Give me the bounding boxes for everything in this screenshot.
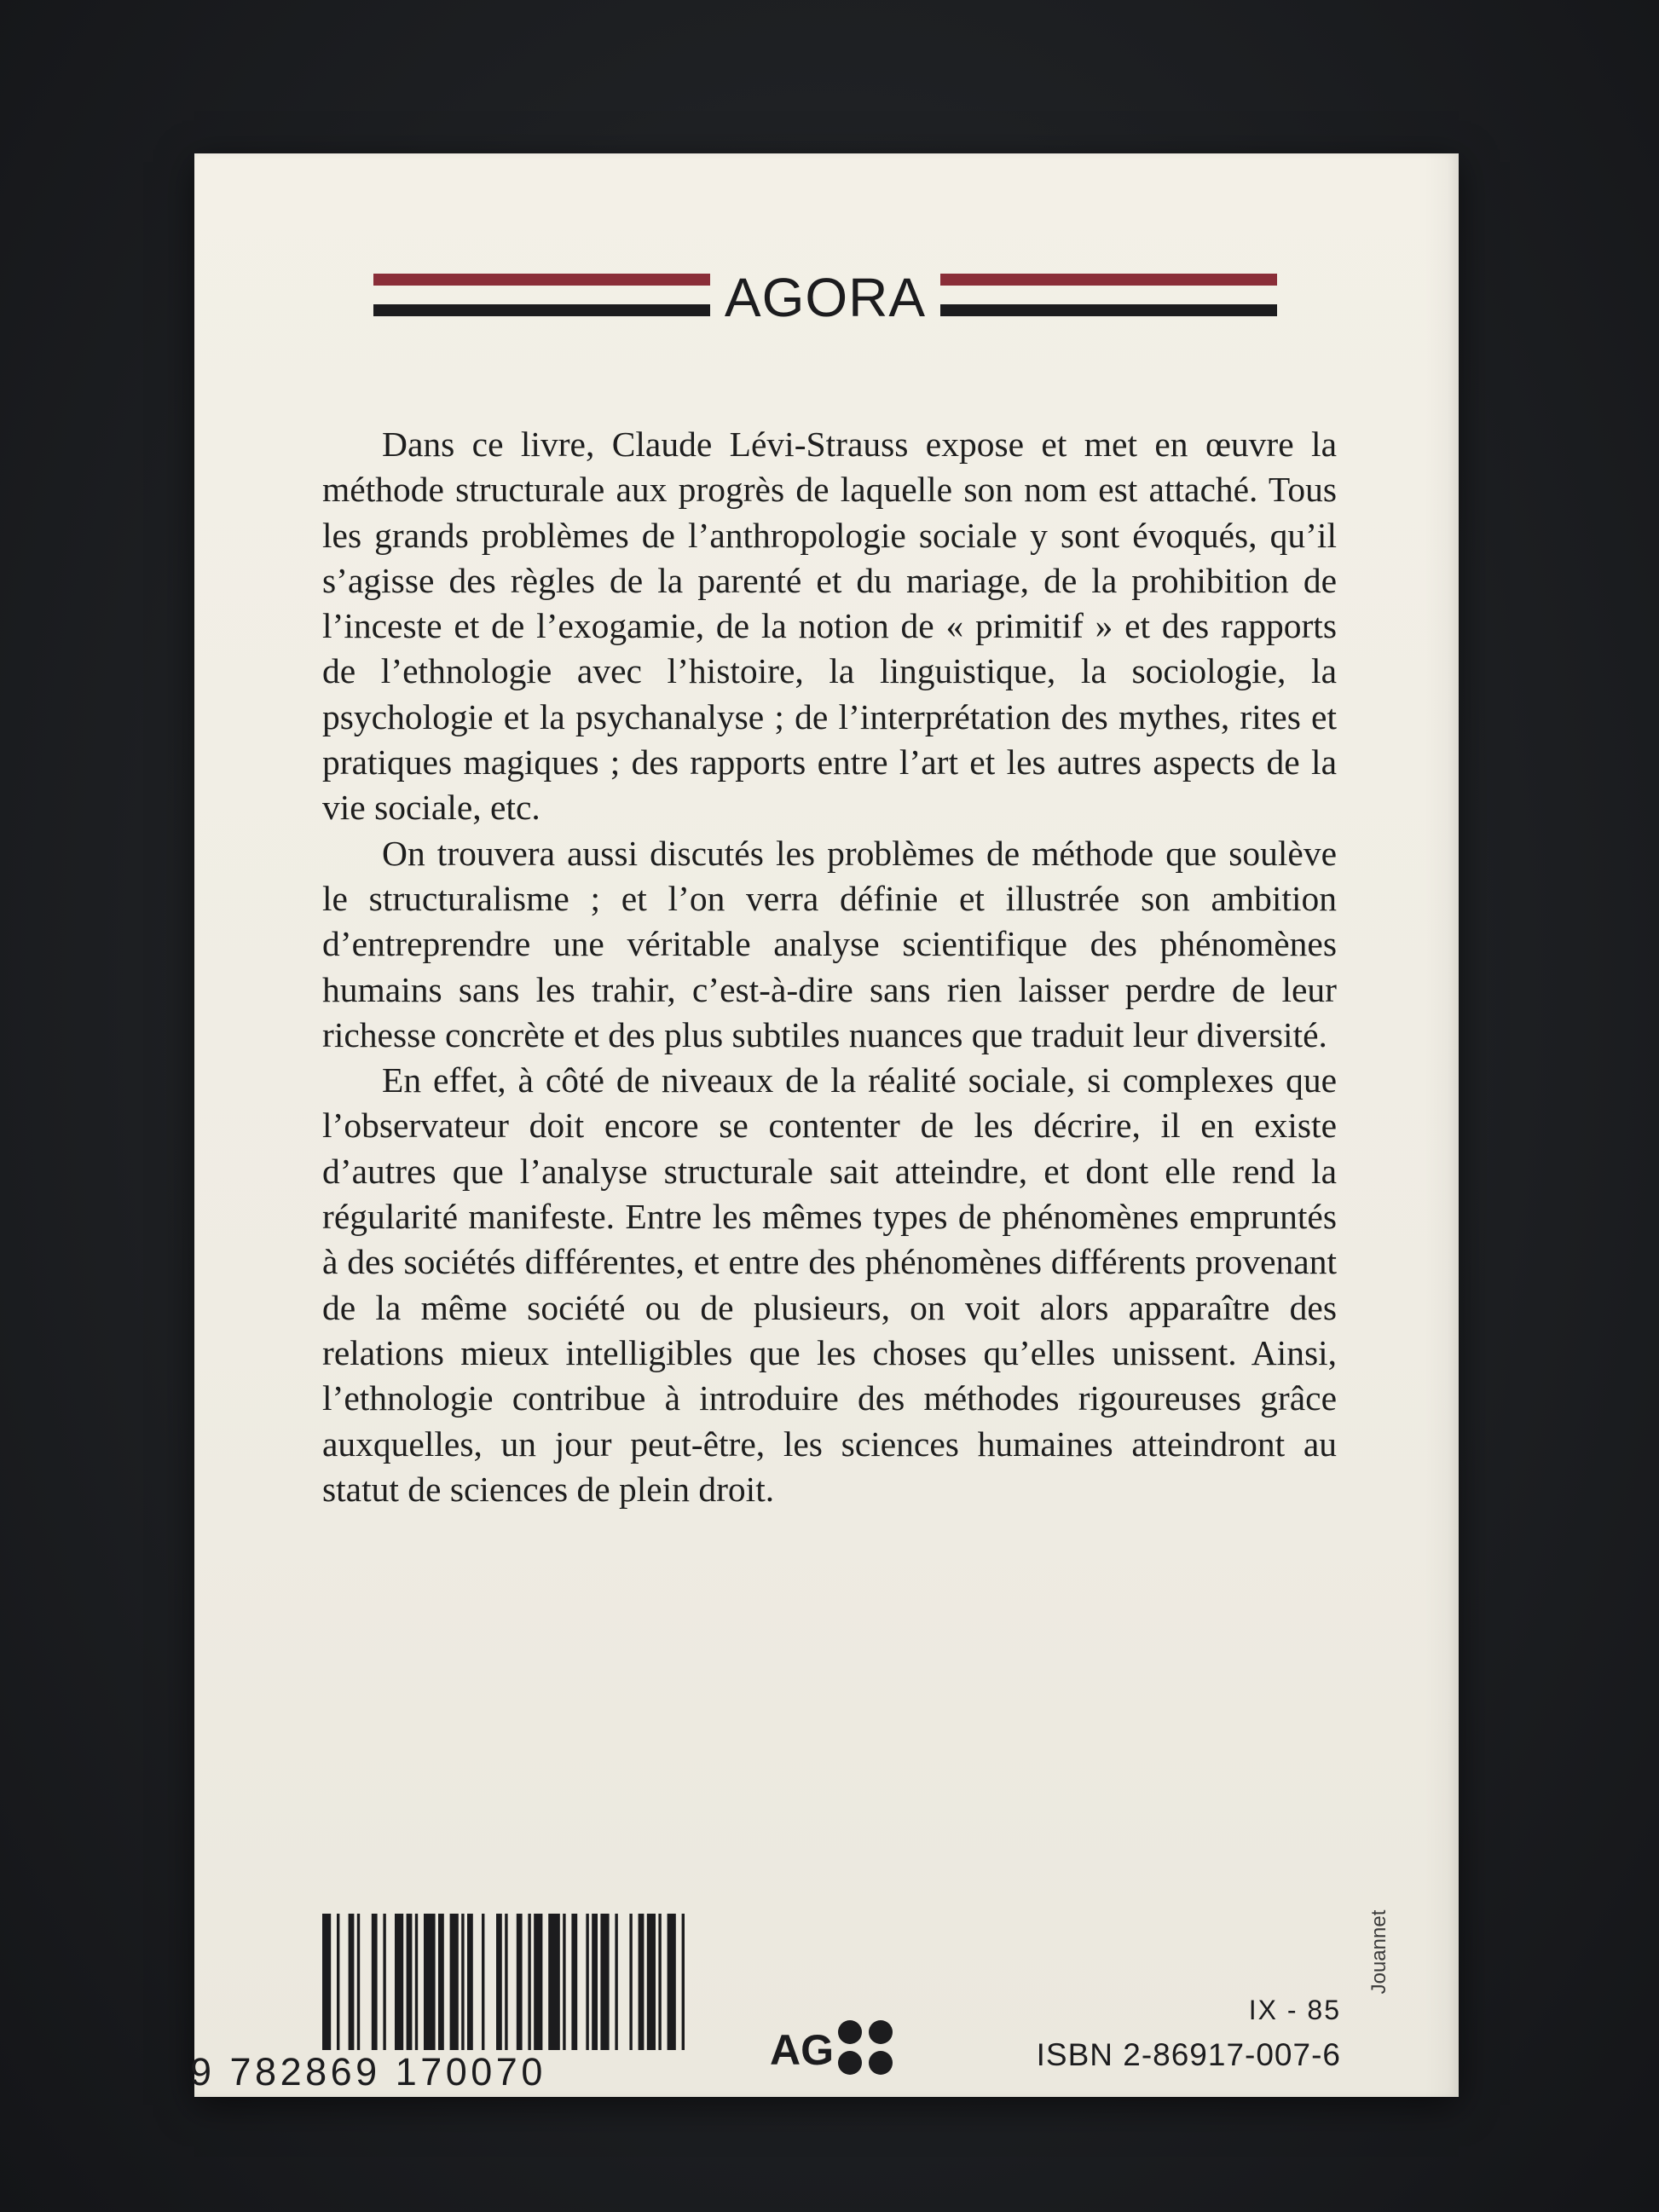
blurb-text [322,422,1337,1512]
barcode-digits: 9 782869 170070 [190,2050,546,2094]
logo-stripe-red-right [940,274,1277,286]
logo-stripe-black-left [373,304,710,316]
print-code: IX - 85 [1248,1995,1341,2025]
blurb-paragraph-2: On trouvera aussi discutés les problèmes de méthode que soulève le structuralisme ; et l’on verra définie et illustrée son ambition d’entreprendre une véritable analyse scientifique des phénomènes humains sans les trahir, c’est-à-dire sans rien laisser perdre de leur richesse concrète et des plus subtiles nuances que traduit leur diversité. [322,833,1337,1054]
photo-credit [1367,1892,1390,2012]
book-back-cover [190,153,1459,2097]
agora-logo [373,269,1277,326]
logo-stripe-red-left [373,274,710,286]
isbn: ISBN 2-86917-007-6 [1036,2037,1341,2072]
photo-credit-text: Jouannet [1367,1909,1390,1995]
blurb-paragraph-3: En effet, à côté de niveaux de la réalité sociale, si complexes que l’observateur doit encore se contenter de les décrire, il en existe d’autres que l’analyse structurale sait atteindre, et dont elle rend la régularité manifeste. Entre les mêmes types de phénomènes empruntés à des sociétés différentes, et entre des phénomènes différents provenant de la même société ou de plusieurs, on voit alors apparaître des relations mieux intelligibles que les choses qu’elles unissent. Ainsi, l’ethnologie contribue à introduire des méthodes rigoureuses grâce auxquelles, un jour peut-être, les sciences humaines atteindront au statut de sciences de plein droit. [322,1060,1337,1509]
blurb-paragraph-1: Dans ce livre, Claude Lévi-Strauss expose et met en œuvre la méthode structurale aux progrès de laquelle son nom est attaché. Tous les grands problèmes de l’anthropologie sociale y sont évoqués, qu’il s’agisse des règles de la parenté et du mariage, de la prohibition de l’inceste et de l’exogamie, de la notion de « primitif » et des rapports de l’ethnologie avec l’histoire, la linguistique, la sociologie, la psychologie et la psychanalyse ; de l’interprétation des mythes, rites et pratiques magiques ; des rapports entre l’art et les autres aspects de la vie sociale, etc. [322,424,1337,828]
logo-wordmark: AGORA [724,267,927,328]
publisher-mark-text: AG [770,2026,834,2074]
publisher-dots-icon [838,2020,894,2076]
logo-stripe-black-right [940,304,1277,316]
barcode-bars [322,1914,689,2050]
